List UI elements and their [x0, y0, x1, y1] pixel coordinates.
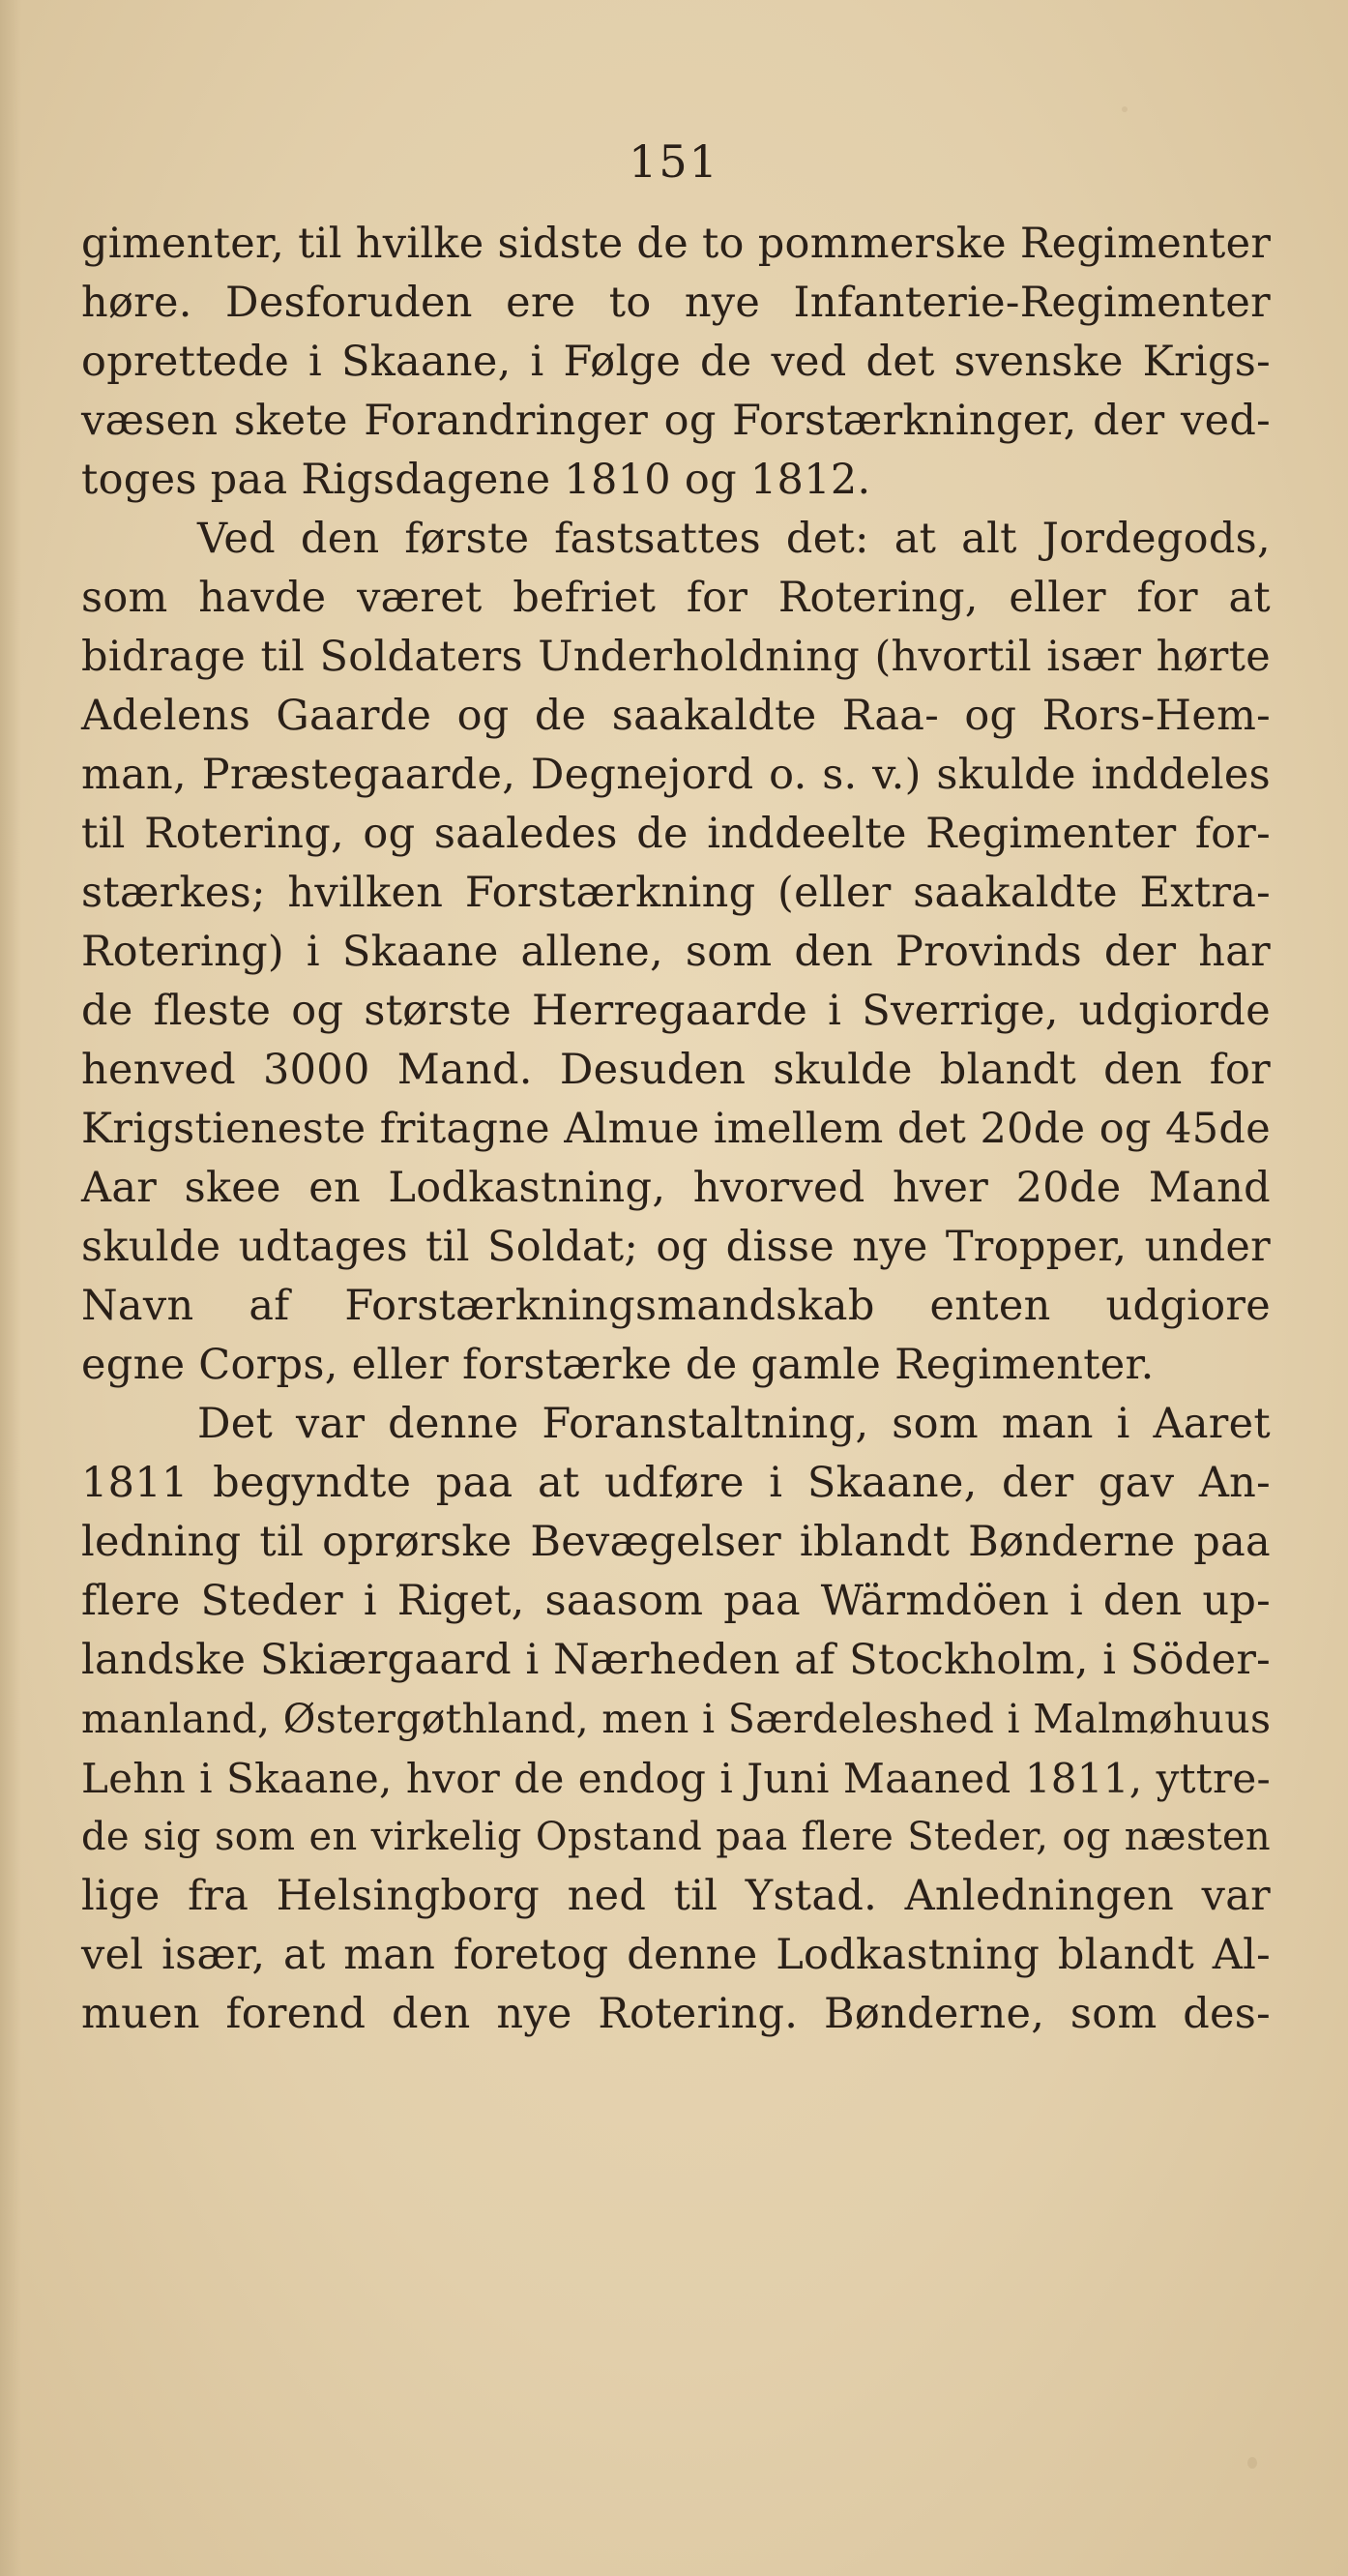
- text-line: til Rotering, og saaledes de inddeelte Regimenter for-: [81, 810, 1271, 858]
- text-line: muen forend den nye Rotering. Bønderne, som des-: [81, 1990, 1271, 2038]
- text-line: Adelens Gaarde og de saakaldte Raa- og Rors-Hem-: [81, 692, 1271, 740]
- text-line: Krigstieneste fritagne Almue imellem det 20de og 45de: [81, 1105, 1271, 1153]
- text-line: vel især, at man foretog denne Lodkastning blandt Al-: [81, 1931, 1271, 1979]
- text-line: Rotering) i Skaane allene, som den Provinds der har: [81, 928, 1271, 976]
- text-line: de sig som en virkelig Opstand paa flere Steder, og næsten: [81, 1815, 1271, 1859]
- text-line: skulde udtages til Soldat; og disse nye Tropper, under: [81, 1223, 1271, 1271]
- text-line: Lehn i Skaane, hvor de endog i Juni Maaned 1811, yttre-: [81, 1755, 1271, 1802]
- text-line: man, Præstegaarde, Degnejord o. s. v.) skulde inddeles: [81, 751, 1271, 799]
- text-line: høre. Desforuden ere to nye Infanterie-Regimenter: [81, 279, 1271, 327]
- text-line: Ved den første fastsattes det: at alt Jordegods,: [197, 515, 1271, 563]
- text-line: Det var denne Foranstaltning, som man i Aaret: [197, 1400, 1271, 1448]
- page-number: 151: [629, 135, 719, 188]
- paper-stain: [1247, 2457, 1257, 2469]
- text-line: 1811 begyndte paa at udføre i Skaane, der gav An-: [81, 1459, 1271, 1507]
- text-line: Aar skee en Lodkastning, hvorved hver 20de Mand: [81, 1164, 1271, 1212]
- text-line: lige fra Helsingborg ned til Ystad. Anledningen var: [81, 1872, 1271, 1920]
- text-line: manland, Østergøthland, men i Særdeleshed i Malmøhuus: [81, 1696, 1272, 1742]
- text-line: de fleste og største Herregaarde i Sverrige, udgiorde: [81, 987, 1271, 1035]
- page-edge-shadow: [0, 0, 21, 2576]
- text-line: landske Skiærgaard i Nærheden af Stockholm, i Söder-: [81, 1636, 1271, 1684]
- text-line: egne Corps, eller forstærke de gamle Regimenter.: [81, 1341, 1155, 1389]
- text-line: oprettede i Skaane, i Følge de ved det svenske Krigs-: [81, 338, 1271, 386]
- text-line: henved 3000 Mand. Desuden skulde blandt den for: [81, 1046, 1271, 1094]
- text-line: stærkes; hvilken Forstærkning (eller saakaldte Extra-: [81, 869, 1271, 917]
- text-line: bidrage til Soldaters Underholdning (hvortil især hørte: [81, 633, 1271, 681]
- text-line: ledning til oprørske Bevægelser iblandt Bønderne paa: [81, 1518, 1271, 1566]
- text-line: toges paa Rigsdagene 1810 og 1812.: [81, 456, 871, 504]
- text-line: Navn af Forstærkningsmandskab enten udgiore: [81, 1282, 1271, 1330]
- text-line: flere Steder i Riget, saasom paa Wärmdöen i den up-: [81, 1577, 1271, 1625]
- body-text: [81, 215, 1271, 2044]
- text-line: væsen skete Forandringer og Forstærkninger, der ved-: [81, 397, 1271, 445]
- paper-stain: [1122, 106, 1128, 112]
- text-line: gimenter, til hvilke sidste de to pommerske Regimenter: [81, 220, 1272, 268]
- text-line: som havde været befriet for Rotering, eller for at: [81, 574, 1271, 622]
